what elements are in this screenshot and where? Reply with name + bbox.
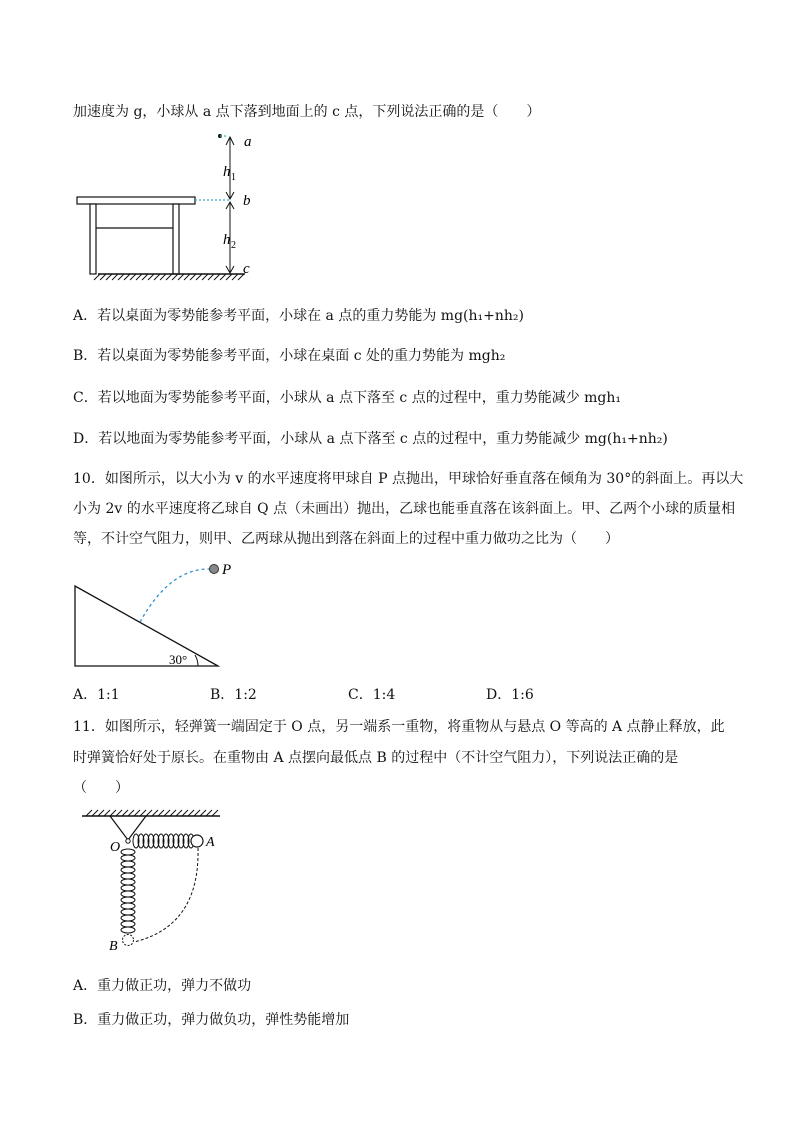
trajectory-curve (140, 569, 210, 622)
q11-stem-line1: 11．如图所示，轻弹簧一端固定于 O 点，另一端系一重物，将重物从与悬点 O 等高的 A 点静止释放，此 (73, 719, 725, 735)
label-30deg: 30° (169, 652, 188, 667)
q10-option-d: D．1:6 (486, 687, 534, 703)
q9-option-b: B．若以桌面为零势能参考平面，小球在桌面 c 处的重力势能为 mgh₂ (73, 348, 506, 364)
label-p: P (222, 562, 232, 578)
q9-figure (70, 128, 270, 283)
label-a: A (206, 835, 215, 850)
label-h1: h (223, 164, 231, 180)
incline-triangle (75, 586, 218, 666)
q9-stem: 加速度为 g，小球从 a 点下落到地面上的 c 点，下列说法正确的是（ ） (73, 104, 541, 120)
q10-option-c: C．1:4 (348, 687, 396, 703)
label-h2: h (223, 232, 231, 248)
q10-stem-line1: 10．如图所示，以大小为 v 的水平速度将甲球自 P 点抛出，甲球恰好垂直落在倾角为 30°的斜面上。再以大 (73, 471, 744, 487)
ball-p-icon (210, 565, 219, 574)
label-b: B (109, 939, 118, 954)
label-o: O (110, 840, 121, 855)
q11-stem-line3: （ ） (73, 780, 129, 796)
label-c: c (243, 261, 250, 277)
q11-stem-line2: 时弹簧恰好处于原长。在重物由 A 点摆向最低点 B 的过程中（不计空气阻力），下列说法正确的是 (73, 750, 679, 766)
q10-figure (70, 560, 245, 670)
label-a: a (244, 134, 252, 150)
table-top (77, 197, 195, 204)
horizontal-spring (133, 834, 194, 848)
q11-option-b: B．重力做正功，弹力做负功，弹性势能增加 (73, 1012, 350, 1028)
q10-option-b: B．1:2 (210, 687, 257, 703)
weight-a-icon (191, 835, 203, 847)
q10-option-a: A．1:1 (73, 687, 120, 703)
q10-stem-line2: 小为 2v 的水平速度将乙球自 Q 点（未画出）抛出，乙球也能垂直落在该斜面上。甲、乙两个小球的质量相 (73, 501, 736, 517)
swing-path (134, 848, 198, 942)
vertical-spring (121, 849, 135, 933)
q11-figure (70, 806, 240, 956)
q11-option-a: A．重力做正功，弹力不做功 (73, 978, 252, 994)
label-h2-sub: 2 (231, 240, 236, 251)
q9-option-d: D．若以地面为零势能参考平面，小球从 a 点下落至 c 点的过程中，重力势能减少 mg(h₁+nh₂) (73, 431, 668, 447)
q9-option-c: C．若以地面为零势能参考平面，小球从 a 点下落至 c 点的过程中，重力势能减少 mgh₁ (73, 390, 622, 406)
q10-stem-line3: 等，不计空气阻力，则甲、乙两球从抛出到落在斜面上的过程中重力做功之比为（ ） (73, 531, 619, 547)
label-b: b (243, 193, 251, 209)
q9-option-a: A．若以桌面为零势能参考平面，小球在 a 点的重力势能为 mg(h₁+nh₂) (73, 308, 524, 324)
weight-b-icon (123, 935, 134, 946)
label-h1-sub: 1 (231, 172, 236, 183)
